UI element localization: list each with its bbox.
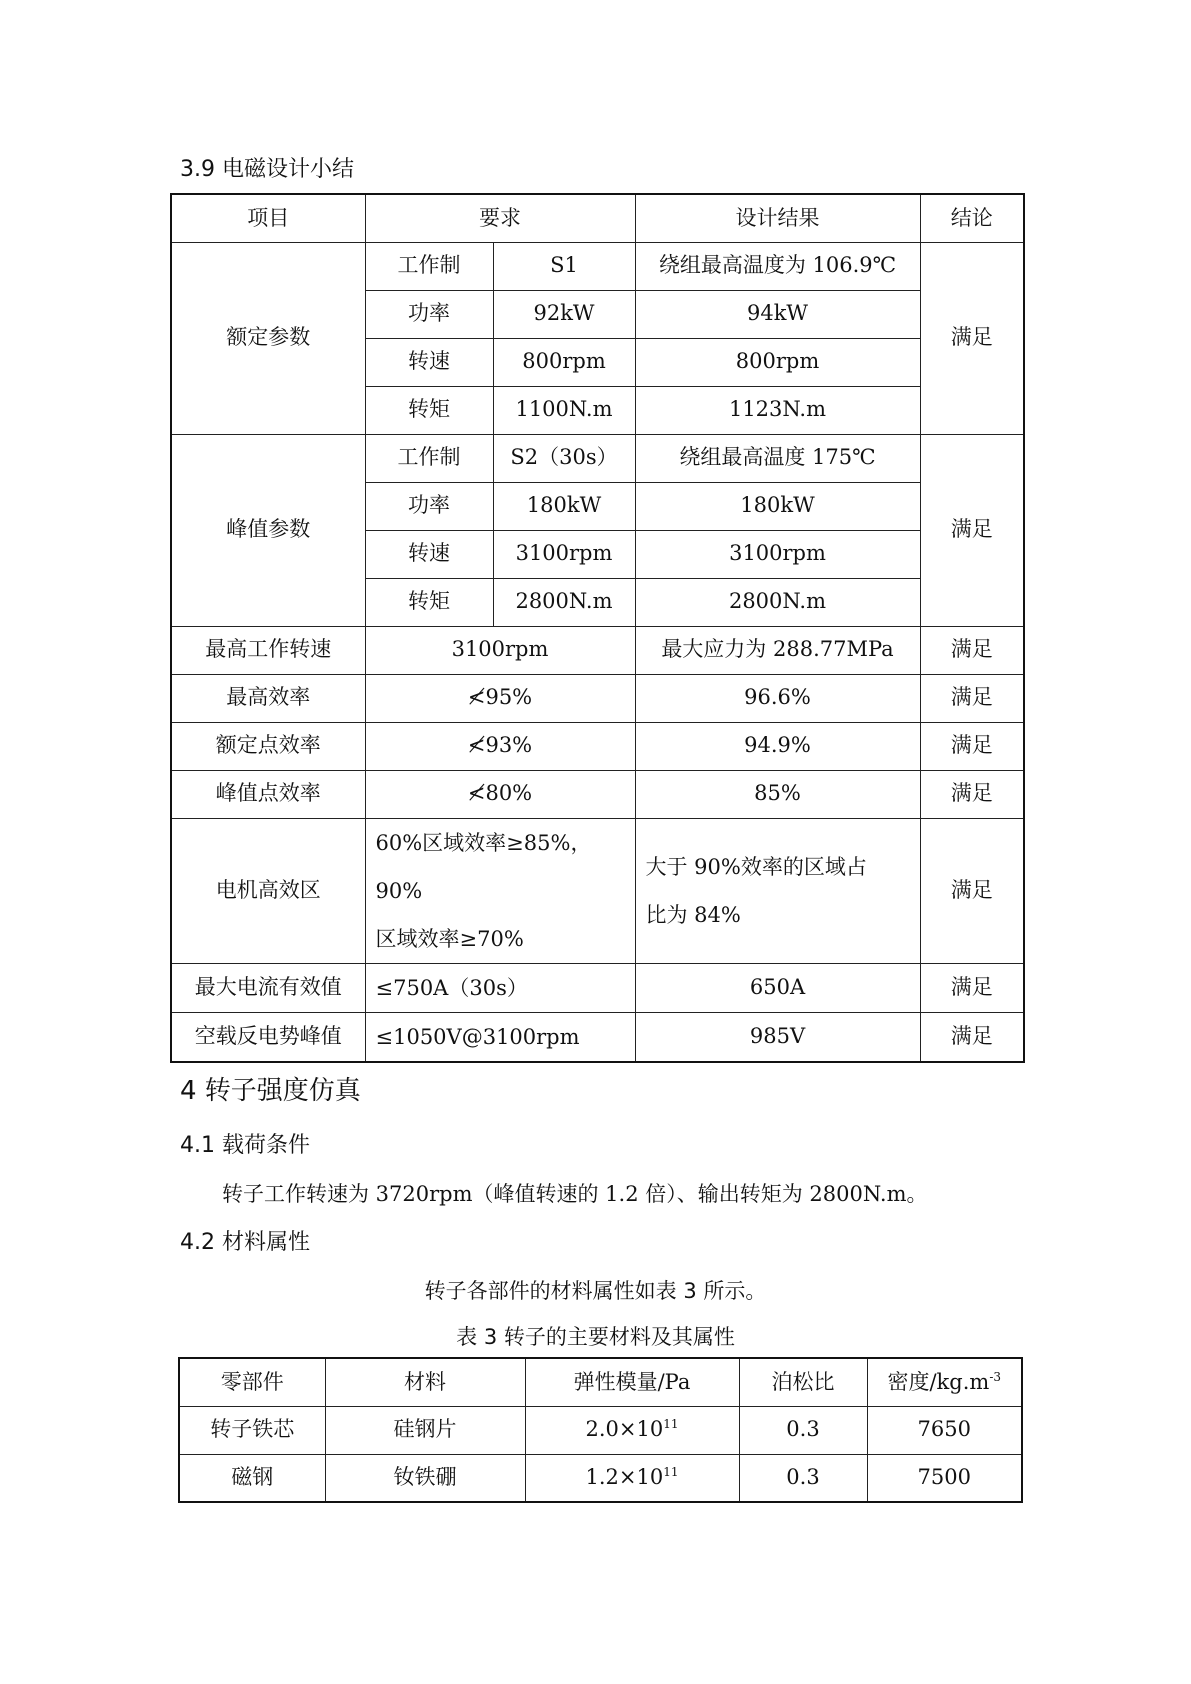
table-cell: 绕组最高温度为 106.9℃: [635, 242, 920, 290]
paragraph-material-intro: 转子各部件的材料属性如表 3 所示。: [424, 1279, 767, 1303]
table-cell: 94.9%: [635, 722, 920, 770]
group-label-rated: 额定参数: [171, 242, 365, 434]
table-row: [171, 1012, 1024, 1062]
conclusion-cell: 满足: [920, 674, 1024, 722]
table-cell: S1: [493, 242, 635, 290]
section-heading-4-2: 4.2 材料属性: [180, 1230, 310, 1255]
table-cell: 转矩: [365, 386, 493, 434]
table-cell: 最高工作转速: [171, 626, 365, 674]
header-cell: 设计结果: [635, 194, 920, 242]
density-header-label: 密度/kg.m: [887, 1369, 990, 1394]
table-row: [179, 1406, 1022, 1454]
header-cell: 泊松比: [739, 1358, 867, 1406]
result-line: 大于 90%效率的区域占: [645, 854, 867, 879]
table-cell: 1100N.m: [493, 386, 635, 434]
header-cell: 结论: [920, 194, 1024, 242]
table-cell: 2800N.m: [635, 578, 920, 626]
table-row: [171, 674, 1024, 722]
header-cell: [867, 1358, 1022, 1406]
conclusion-cell: 满足: [920, 434, 1024, 626]
section-heading-4-1: 4.1 载荷条件: [180, 1133, 310, 1158]
section-heading-4: 4 转子强度仿真: [180, 1076, 361, 1106]
table-row: [171, 722, 1024, 770]
table-cell: 空载反电势峰值: [171, 1012, 365, 1062]
table-cell: 功率: [365, 482, 493, 530]
table-cell: 2800N.m: [493, 578, 635, 626]
table-cell: 85%: [635, 770, 920, 818]
table-cell: 功率: [365, 290, 493, 338]
table-cell: 转子铁芯: [179, 1406, 325, 1454]
table-cell: 7650: [867, 1406, 1022, 1454]
table-header-row: [171, 194, 1024, 242]
modulus-exponent: 11: [663, 1465, 679, 1480]
table-cell: 94kW: [635, 290, 920, 338]
table-cell: 180kW: [493, 482, 635, 530]
table-cell: 工作制: [365, 434, 493, 482]
section-heading-3-9: 3.9 电磁设计小结: [180, 157, 354, 182]
table-row: [171, 434, 1024, 482]
table-cell: 额定点效率: [171, 722, 365, 770]
table-cell: 96.6%: [635, 674, 920, 722]
table-cell: 0.3: [739, 1454, 867, 1502]
header-cell: 零部件: [179, 1358, 325, 1406]
table-cell: 峰值点效率: [171, 770, 365, 818]
table-cell: [525, 1406, 739, 1454]
modulus-base: 2.0×10: [585, 1417, 664, 1442]
table-cell: 钕铁硼: [325, 1454, 525, 1502]
table-row: [171, 626, 1024, 674]
table-cell: ≮95%: [365, 674, 635, 722]
table-cell: [635, 818, 920, 963]
conclusion-cell: 满足: [920, 1012, 1024, 1062]
table-cell: 3100rpm: [365, 626, 635, 674]
conclusion-cell: 满足: [920, 818, 1024, 963]
conclusion-cell: 满足: [920, 242, 1024, 434]
table-cell: 工作制: [365, 242, 493, 290]
modulus-exponent: 11: [663, 1417, 679, 1432]
table-header-row: [179, 1358, 1022, 1406]
table-cell: 1123N.m: [635, 386, 920, 434]
table-cell: 绕组最高温度 175℃: [635, 434, 920, 482]
table-cell: 985V: [635, 1012, 920, 1062]
paragraph-load-conditions: 转子工作转速为 3720rpm（峰值转速的 1.2 倍）、输出转矩为 2800N.m。: [222, 1182, 928, 1206]
table-cell: 180kW: [635, 482, 920, 530]
table-cell: 最大应力为 288.77MPa: [635, 626, 920, 674]
table-cell: 7500: [867, 1454, 1022, 1502]
table-cell: 转矩: [365, 578, 493, 626]
electromagnetic-summary-table: [170, 193, 1025, 1063]
rotor-materials-table: [178, 1357, 1023, 1503]
table-cell: 电机高效区: [171, 818, 365, 963]
conclusion-cell: 满足: [920, 722, 1024, 770]
header-cell: 项目: [171, 194, 365, 242]
group-label-peak: 峰值参数: [171, 434, 365, 626]
table-row: [171, 242, 1024, 290]
table-row: [179, 1454, 1022, 1502]
requirement-line: 60%区域效率≥85%，90%: [375, 830, 592, 903]
table-row: [171, 770, 1024, 818]
table-cell: [525, 1454, 739, 1502]
table-cell: 650A: [635, 963, 920, 1012]
table-cell: 800rpm: [493, 338, 635, 386]
header-cell: 材料: [325, 1358, 525, 1406]
table-cell: ≤750A（30s）: [365, 963, 635, 1012]
table-caption: 表 3 转子的主要材料及其属性: [456, 1325, 735, 1349]
table-cell: 磁钢: [179, 1454, 325, 1502]
table-cell: 最高效率: [171, 674, 365, 722]
table-cell: 3100rpm: [493, 530, 635, 578]
table-row: [171, 963, 1024, 1012]
table-cell: [365, 818, 635, 963]
table-cell: 0.3: [739, 1406, 867, 1454]
table-cell: ≮80%: [365, 770, 635, 818]
requirement-line: 区域效率≥70%: [375, 926, 524, 951]
table-row: [171, 818, 1024, 963]
density-exponent: -3: [989, 1369, 1002, 1384]
modulus-base: 1.2×10: [585, 1465, 664, 1490]
table-cell: 92kW: [493, 290, 635, 338]
table-cell: 转速: [365, 338, 493, 386]
conclusion-cell: 满足: [920, 963, 1024, 1012]
table-cell: 800rpm: [635, 338, 920, 386]
table-cell: ≤1050V@3100rpm: [365, 1012, 635, 1062]
conclusion-cell: 满足: [920, 626, 1024, 674]
table-cell: 最大电流有效值: [171, 963, 365, 1012]
table-cell: ≮93%: [365, 722, 635, 770]
table-cell: S2（30s）: [493, 434, 635, 482]
result-line: 比为 84%: [645, 902, 741, 927]
table-cell: 转速: [365, 530, 493, 578]
conclusion-cell: 满足: [920, 770, 1024, 818]
table-cell: 3100rpm: [635, 530, 920, 578]
header-cell: 弹性模量/Pa: [525, 1358, 739, 1406]
header-cell: 要求: [365, 194, 635, 242]
table-cell: 硅钢片: [325, 1406, 525, 1454]
